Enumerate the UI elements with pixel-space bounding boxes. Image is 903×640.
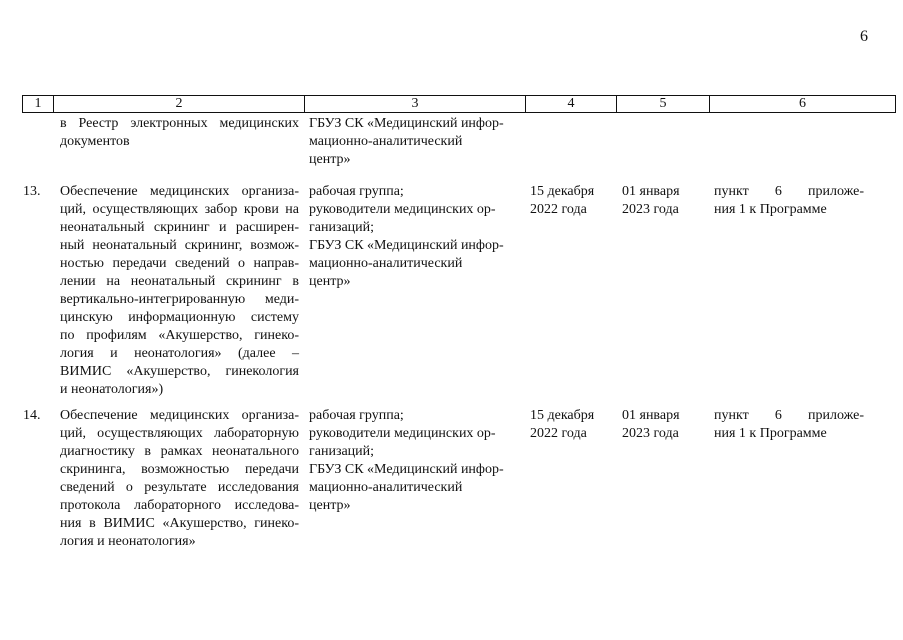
row-13-end-date xyxy=(622,183,708,219)
row-number: 13. xyxy=(23,184,41,199)
text-line: пункт 6 приложе- xyxy=(714,184,864,199)
text-line: ГБУЗ СК «Медицинский инфор- xyxy=(309,462,504,477)
text-line: мационно-аналитический xyxy=(309,480,463,495)
text-line: ния в ВИМИС «Акушерство, гинеко- xyxy=(60,516,299,531)
text-line: в Реестр электронных медицинских xyxy=(60,116,299,131)
page-number: 6 xyxy=(860,28,868,45)
header-cell-2: 2 xyxy=(54,96,305,112)
text-line: ВИМИС «Акушерство, гинекология xyxy=(60,364,299,379)
row-14-responsible xyxy=(309,407,519,515)
text-line: 15 декабря xyxy=(530,184,595,199)
text-line: 2022 года xyxy=(530,202,587,217)
text-line: центр» xyxy=(309,498,351,513)
text-line: 2023 года xyxy=(622,426,679,441)
text-line: ций, осуществляющих лабораторную xyxy=(60,426,299,441)
text-line: Обеспечение медицинских организа- xyxy=(60,408,299,423)
text-line: лении на неонатальный скрининг в xyxy=(60,274,299,289)
row-14-end-date xyxy=(622,407,708,443)
row-14-basis xyxy=(714,407,864,443)
text-line: документов xyxy=(60,134,130,149)
text-line: ганизаций; xyxy=(309,444,375,459)
text-line: 01 января xyxy=(622,184,680,199)
text-line: ГБУЗ СК «Медицинский инфор- xyxy=(309,116,504,131)
text-line: 15 декабря xyxy=(530,408,595,423)
text-line: ный неонатальный скрининг, возмож- xyxy=(60,238,299,253)
text-line: скрининга, возможностью передачи xyxy=(60,462,299,477)
text-line: по профилям «Акушерство, гинеко- xyxy=(60,328,299,343)
text-line: логия и неонатология» xyxy=(60,534,196,549)
row-14-start-date xyxy=(530,407,616,443)
continuation-action xyxy=(60,115,299,151)
text-line: рабочая группа; xyxy=(309,184,404,199)
text-line: Обеспечение медицинских организа- xyxy=(60,184,299,199)
text-line: вертикально-интегрированную меди- xyxy=(60,292,299,307)
text-line: ций, осуществляющих забор крови на xyxy=(60,202,299,217)
text-line: диагностику в рамках неонатального xyxy=(60,444,299,459)
text-line: центр» xyxy=(309,152,351,167)
text-line: и неонатология») xyxy=(60,382,164,397)
row-13-start-date xyxy=(530,183,616,219)
text-line: протокола лабораторного исследова- xyxy=(60,498,299,513)
continuation-responsible xyxy=(309,115,519,169)
row-13-responsible xyxy=(309,183,519,291)
header-cell-5: 5 xyxy=(617,96,710,112)
row-13-basis xyxy=(714,183,864,219)
text-line: сведений о результате исследования xyxy=(60,480,299,495)
text-line: центр» xyxy=(309,274,351,289)
text-line: ностью передачи сведений о направ- xyxy=(60,256,299,271)
text-line: логия и неонатология» (далее – xyxy=(60,346,299,361)
row-14-action xyxy=(60,407,299,551)
text-line: руководители медицинских ор- xyxy=(309,426,496,441)
row-number: 14. xyxy=(23,408,41,423)
text-line: мационно-аналитический xyxy=(309,134,463,149)
header-cell-3: 3 xyxy=(305,96,526,112)
text-line: руководители медицинских ор- xyxy=(309,202,496,217)
text-line: ния 1 к Программе xyxy=(714,426,827,441)
header-cell-4: 4 xyxy=(526,96,617,112)
table-header-row xyxy=(22,95,896,113)
text-line: цинскую информационную систему xyxy=(60,310,299,325)
text-line: 2023 года xyxy=(622,202,679,217)
text-line: пункт 6 приложе- xyxy=(714,408,864,423)
text-line: неонатальный скрининг и расширен- xyxy=(60,220,299,235)
text-line: ния 1 к Программе xyxy=(714,202,827,217)
header-cell-6: 6 xyxy=(799,96,806,111)
text-line: ганизаций; xyxy=(309,220,375,235)
row-13-action xyxy=(60,183,299,399)
header-cell-1: 1 xyxy=(23,96,54,112)
text-line: мационно-аналитический xyxy=(309,256,463,271)
text-line: ГБУЗ СК «Медицинский инфор- xyxy=(309,238,504,253)
text-line: рабочая группа; xyxy=(309,408,404,423)
text-line: 2022 года xyxy=(530,426,587,441)
text-line: 01 января xyxy=(622,408,680,423)
